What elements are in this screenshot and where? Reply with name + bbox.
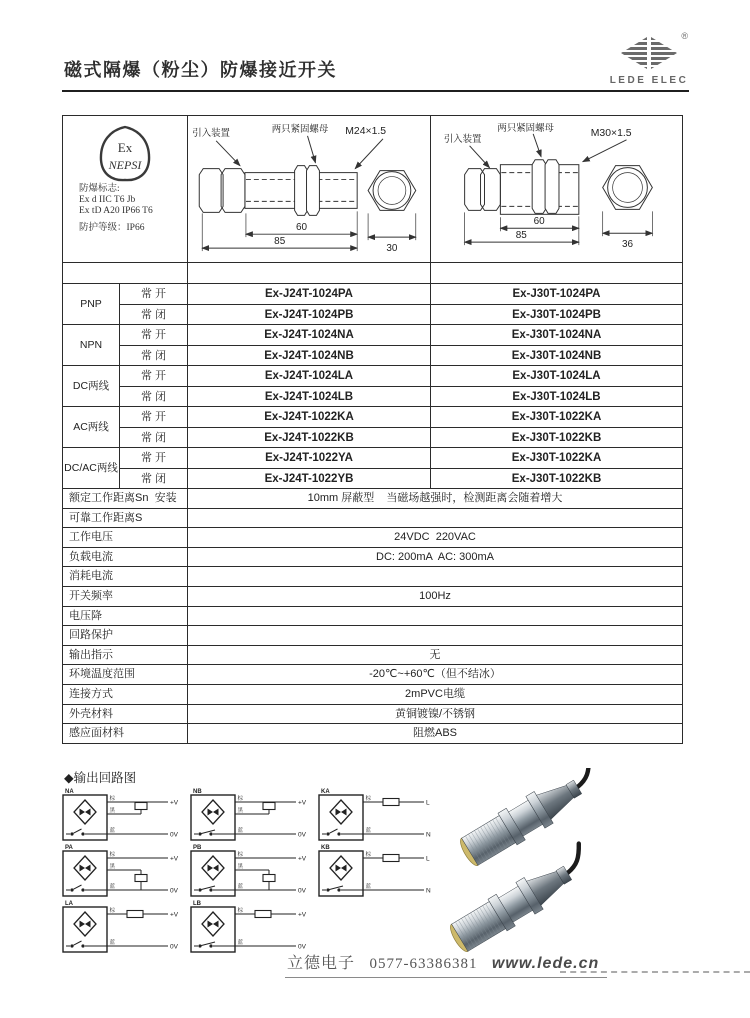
spec-label: 回路保护 bbox=[63, 626, 188, 645]
nepsi-name-label: NEPSI bbox=[108, 158, 142, 172]
page-title: 磁式隔爆（粉尘）防爆接近开关 bbox=[64, 60, 337, 80]
model-state: 常 闭 bbox=[120, 428, 188, 447]
model-type: DC两线 bbox=[63, 366, 120, 406]
header-rule bbox=[62, 90, 689, 92]
spec-row bbox=[63, 664, 682, 684]
model-row bbox=[120, 366, 682, 386]
ex-mark-line2: Ex tD A20 IP66 T6 bbox=[79, 206, 153, 216]
thread-size-m30: M30×1.5 bbox=[590, 127, 632, 139]
spec-value bbox=[188, 626, 682, 645]
svg-text:棕: 棕 bbox=[237, 796, 244, 802]
logo-left-half-icon bbox=[621, 37, 647, 69]
model-state: 常 闭 bbox=[120, 346, 188, 365]
svg-text:+V: +V bbox=[298, 855, 307, 863]
model-number-m24: Ex-J24T-1022YB bbox=[188, 469, 431, 488]
svg-text:0V: 0V bbox=[170, 943, 178, 951]
dim-85-m30: 85 bbox=[515, 230, 527, 242]
spec-value: 无 bbox=[429, 648, 441, 661]
svg-text:KA: KA bbox=[321, 789, 330, 795]
model-group-rows bbox=[120, 407, 682, 447]
spec-label: 开关频率 bbox=[63, 587, 188, 606]
model-group bbox=[63, 324, 682, 365]
model-number-m30: Ex-J30T-1024NA bbox=[511, 329, 602, 341]
spec-label: 消耗电流 bbox=[63, 567, 188, 586]
svg-text:+V: +V bbox=[170, 855, 179, 863]
svg-text:LA: LA bbox=[65, 901, 73, 907]
circuit-KB bbox=[318, 843, 446, 898]
spec-value: 10mm 屏蔽型 当磁场越强时，检测距离会随着增大 bbox=[307, 492, 563, 504]
label-nuts-m24: 两只紧固螺母 bbox=[271, 122, 329, 134]
svg-text:棕: 棕 bbox=[237, 852, 244, 858]
svg-text:L: L bbox=[426, 855, 430, 863]
model-number-m24: Ex-J24T-1022KA bbox=[188, 407, 431, 427]
model-number-m24: Ex-J24T-1024PA bbox=[188, 284, 431, 304]
spec-row bbox=[63, 508, 682, 528]
model-type: AC两线 bbox=[63, 407, 120, 447]
model-row bbox=[120, 407, 682, 427]
dimension-drawing-m30 bbox=[431, 116, 682, 262]
svg-text:PA: PA bbox=[65, 845, 73, 851]
certification-cell bbox=[63, 116, 188, 262]
spec-row bbox=[63, 547, 682, 567]
nepsi-ex-label: Ex bbox=[117, 140, 133, 155]
model-number-m30: Ex-J30T-1022KA bbox=[511, 452, 602, 464]
thread-size-m24: M24×1.5 bbox=[345, 125, 387, 137]
dim-36-m30: 36 bbox=[621, 239, 634, 251]
circuit-NB bbox=[190, 787, 318, 842]
svg-text:黑: 黑 bbox=[237, 808, 244, 814]
svg-text:+V: +V bbox=[170, 911, 179, 919]
model-row bbox=[120, 284, 682, 304]
model-type: NPN bbox=[63, 325, 120, 365]
model-number-m24: Ex-J24T-1024LB bbox=[188, 387, 431, 406]
svg-text:0V: 0V bbox=[298, 831, 306, 839]
dim-60-m24: 60 bbox=[296, 222, 308, 234]
model-state: 常 开 bbox=[120, 325, 188, 345]
svg-text:蓝: 蓝 bbox=[109, 884, 116, 890]
spec-label: 电压降 bbox=[63, 607, 188, 626]
spec-value bbox=[188, 607, 682, 626]
model-number-m24: Ex-J24T-1024PB bbox=[188, 305, 431, 324]
spec-row bbox=[63, 527, 682, 547]
footer-dashed-rule bbox=[560, 971, 750, 973]
spec-label: 额定工作距离Sn 安装 bbox=[63, 489, 188, 508]
dim-85-m24: 85 bbox=[274, 236, 286, 248]
spec-row bbox=[63, 723, 682, 743]
spec-value: 黄铜镀镍/不锈钢 bbox=[394, 707, 476, 720]
model-state: 常 闭 bbox=[120, 469, 188, 488]
circuit-LB bbox=[190, 899, 318, 954]
model-type: DC/AC两线 bbox=[63, 448, 120, 488]
model-number-m24: Ex-J24T-1022KB bbox=[188, 428, 431, 447]
spec-value: 24VDC 220VAC bbox=[394, 531, 476, 544]
spec-label: 输出指示 bbox=[63, 646, 188, 665]
logo-right-half-icon bbox=[651, 37, 677, 69]
spec-row bbox=[63, 566, 682, 586]
circuit-PB bbox=[190, 843, 318, 898]
svg-text:0V: 0V bbox=[298, 887, 306, 895]
drawing-cell-m24 bbox=[188, 116, 431, 262]
svg-text:KB: KB bbox=[321, 845, 330, 851]
spec-label: 外壳材料 bbox=[63, 705, 188, 724]
model-number-m30: Ex-J30T-1024LB bbox=[512, 391, 601, 403]
model-state: 常 开 bbox=[120, 284, 188, 304]
svg-text:蓝: 蓝 bbox=[237, 884, 244, 890]
footer-company: 立德电子 bbox=[287, 955, 356, 972]
model-group-rows bbox=[120, 325, 682, 365]
spec-label: 环境温度范围 bbox=[63, 665, 188, 684]
svg-text:N: N bbox=[426, 887, 431, 895]
label-inlet-m30: 引入装置 bbox=[443, 132, 482, 144]
brand-name: LEDE ELEC bbox=[609, 75, 689, 86]
spec-value: 2mPVC电缆 bbox=[405, 687, 465, 700]
spacer-row bbox=[63, 262, 682, 283]
model-number-m24: Ex-J24T-1022YA bbox=[188, 448, 431, 468]
spec-value bbox=[188, 567, 682, 586]
model-number-m30: Ex-J30T-1022KB bbox=[511, 432, 602, 444]
svg-text:黑: 黑 bbox=[237, 864, 244, 870]
model-state: 常 开 bbox=[120, 448, 188, 468]
svg-text:黑: 黑 bbox=[109, 864, 116, 870]
ex-mark-label: 防爆标志: bbox=[79, 184, 120, 194]
model-state: 常 闭 bbox=[120, 305, 188, 324]
spec-table bbox=[62, 115, 683, 744]
spec-row bbox=[63, 606, 682, 626]
brand-logo bbox=[604, 31, 694, 86]
spec-row bbox=[63, 625, 682, 645]
svg-text:蓝: 蓝 bbox=[237, 828, 244, 834]
svg-text:蓝: 蓝 bbox=[365, 884, 372, 890]
spec-value: DC: 200mA AC: 300mA bbox=[376, 550, 494, 563]
model-group bbox=[63, 283, 682, 324]
footer-phone: 0577-63386381 bbox=[369, 956, 478, 972]
footer-website: www.lede.cn bbox=[491, 955, 600, 972]
model-number-m30: Ex-J30T-1024LA bbox=[512, 370, 601, 382]
svg-text:棕: 棕 bbox=[109, 908, 116, 914]
svg-text:0V: 0V bbox=[298, 943, 306, 951]
drawing-row bbox=[63, 116, 682, 262]
model-row bbox=[120, 448, 682, 468]
cert-text bbox=[63, 184, 187, 234]
model-state: 常 闭 bbox=[120, 387, 188, 406]
spec-label: 可靠工作距离S bbox=[63, 509, 188, 528]
spec-row bbox=[63, 488, 682, 508]
dimension-drawing-m24 bbox=[188, 116, 430, 262]
svg-text:PB: PB bbox=[193, 845, 202, 851]
model-row bbox=[120, 468, 682, 488]
svg-text:NA: NA bbox=[65, 789, 74, 795]
model-row bbox=[120, 304, 682, 324]
svg-text:蓝: 蓝 bbox=[365, 828, 372, 834]
model-type: PNP bbox=[63, 284, 120, 324]
svg-text:蓝: 蓝 bbox=[237, 940, 244, 946]
svg-text:棕: 棕 bbox=[365, 852, 372, 858]
svg-text:0V: 0V bbox=[170, 887, 178, 895]
model-row bbox=[120, 386, 682, 406]
spec-value bbox=[188, 509, 682, 528]
model-group-rows bbox=[120, 366, 682, 406]
model-number-m30: Ex-J30T-1022KA bbox=[511, 411, 602, 423]
nepsi-triangle-icon bbox=[87, 124, 163, 184]
sensor-photo-group bbox=[448, 768, 653, 954]
drawing-cell-m30 bbox=[431, 116, 682, 262]
label-inlet-m24: 引入装置 bbox=[192, 126, 230, 138]
model-row bbox=[120, 325, 682, 345]
circuit-LA bbox=[62, 899, 190, 954]
model-group-rows bbox=[120, 448, 682, 488]
model-number-m30: Ex-J30T-1024PA bbox=[512, 288, 601, 300]
circuit-PA bbox=[62, 843, 190, 898]
spec-row bbox=[63, 684, 682, 704]
svg-text:LB: LB bbox=[193, 901, 201, 907]
svg-text:黑: 黑 bbox=[109, 808, 116, 814]
lede-logo-icon bbox=[616, 31, 688, 72]
spec-row bbox=[63, 704, 682, 724]
model-group bbox=[63, 447, 682, 488]
model-number-m30: Ex-J30T-1022KB bbox=[511, 473, 602, 485]
svg-text:棕: 棕 bbox=[365, 796, 372, 802]
svg-text:棕: 棕 bbox=[237, 908, 244, 914]
protection-grade: 防护等级：IP66 bbox=[79, 223, 145, 233]
svg-text:+V: +V bbox=[298, 799, 307, 807]
dim-30-m24: 30 bbox=[386, 243, 398, 255]
model-row bbox=[120, 427, 682, 447]
model-group bbox=[63, 365, 682, 406]
spec-label: 连接方式 bbox=[63, 685, 188, 704]
dim-60-m30: 60 bbox=[533, 216, 545, 228]
label-nuts-m30: 两只紧固螺母 bbox=[497, 121, 554, 133]
ex-mark-line1: Ex d IIC T6 Jb bbox=[79, 195, 136, 205]
svg-text:棕: 棕 bbox=[109, 796, 116, 802]
spec-value: -20℃~+60℃（但不结冰） bbox=[369, 668, 501, 681]
spec-value: 阻燃ABS bbox=[412, 727, 457, 740]
model-number-m24: Ex-J24T-1024LA bbox=[188, 366, 431, 386]
model-number-m30: Ex-J30T-1024NB bbox=[511, 350, 602, 362]
model-number-m24: Ex-J24T-1024NA bbox=[188, 325, 431, 345]
model-group bbox=[63, 406, 682, 447]
model-state: 常 开 bbox=[120, 366, 188, 386]
model-group-rows bbox=[120, 284, 682, 324]
spec-row bbox=[63, 586, 682, 606]
svg-text:N: N bbox=[426, 831, 431, 839]
svg-text:0V: 0V bbox=[170, 831, 178, 839]
sensor-photo-1 bbox=[455, 768, 608, 870]
model-number-m30: Ex-J30T-1024PB bbox=[512, 309, 601, 321]
svg-text:+V: +V bbox=[170, 799, 179, 807]
svg-text:蓝: 蓝 bbox=[109, 940, 116, 946]
circuit-NA bbox=[62, 787, 190, 842]
spec-label: 负载电流 bbox=[63, 548, 188, 567]
product-photos bbox=[448, 768, 653, 954]
model-row bbox=[120, 345, 682, 365]
svg-text:+V: +V bbox=[298, 911, 307, 919]
circuits-heading: ◆输出回路图 bbox=[64, 771, 137, 785]
svg-text:蓝: 蓝 bbox=[109, 828, 116, 834]
circuit-grid bbox=[62, 787, 447, 954]
footer bbox=[285, 950, 607, 978]
model-state: 常 开 bbox=[120, 407, 188, 427]
models-section bbox=[63, 283, 682, 488]
spec-row bbox=[63, 645, 682, 665]
svg-text:NB: NB bbox=[193, 789, 202, 795]
circuit-KA bbox=[318, 787, 446, 842]
model-number-m24: Ex-J24T-1024NB bbox=[188, 346, 431, 365]
spec-label: 感应面材料 bbox=[63, 724, 188, 743]
registered-mark: ® bbox=[681, 31, 688, 41]
svg-text:L: L bbox=[426, 799, 430, 807]
svg-text:棕: 棕 bbox=[109, 852, 116, 858]
spec-label: 工作电压 bbox=[63, 528, 188, 547]
specs-section bbox=[63, 488, 682, 743]
spec-value: 100Hz bbox=[419, 589, 451, 602]
